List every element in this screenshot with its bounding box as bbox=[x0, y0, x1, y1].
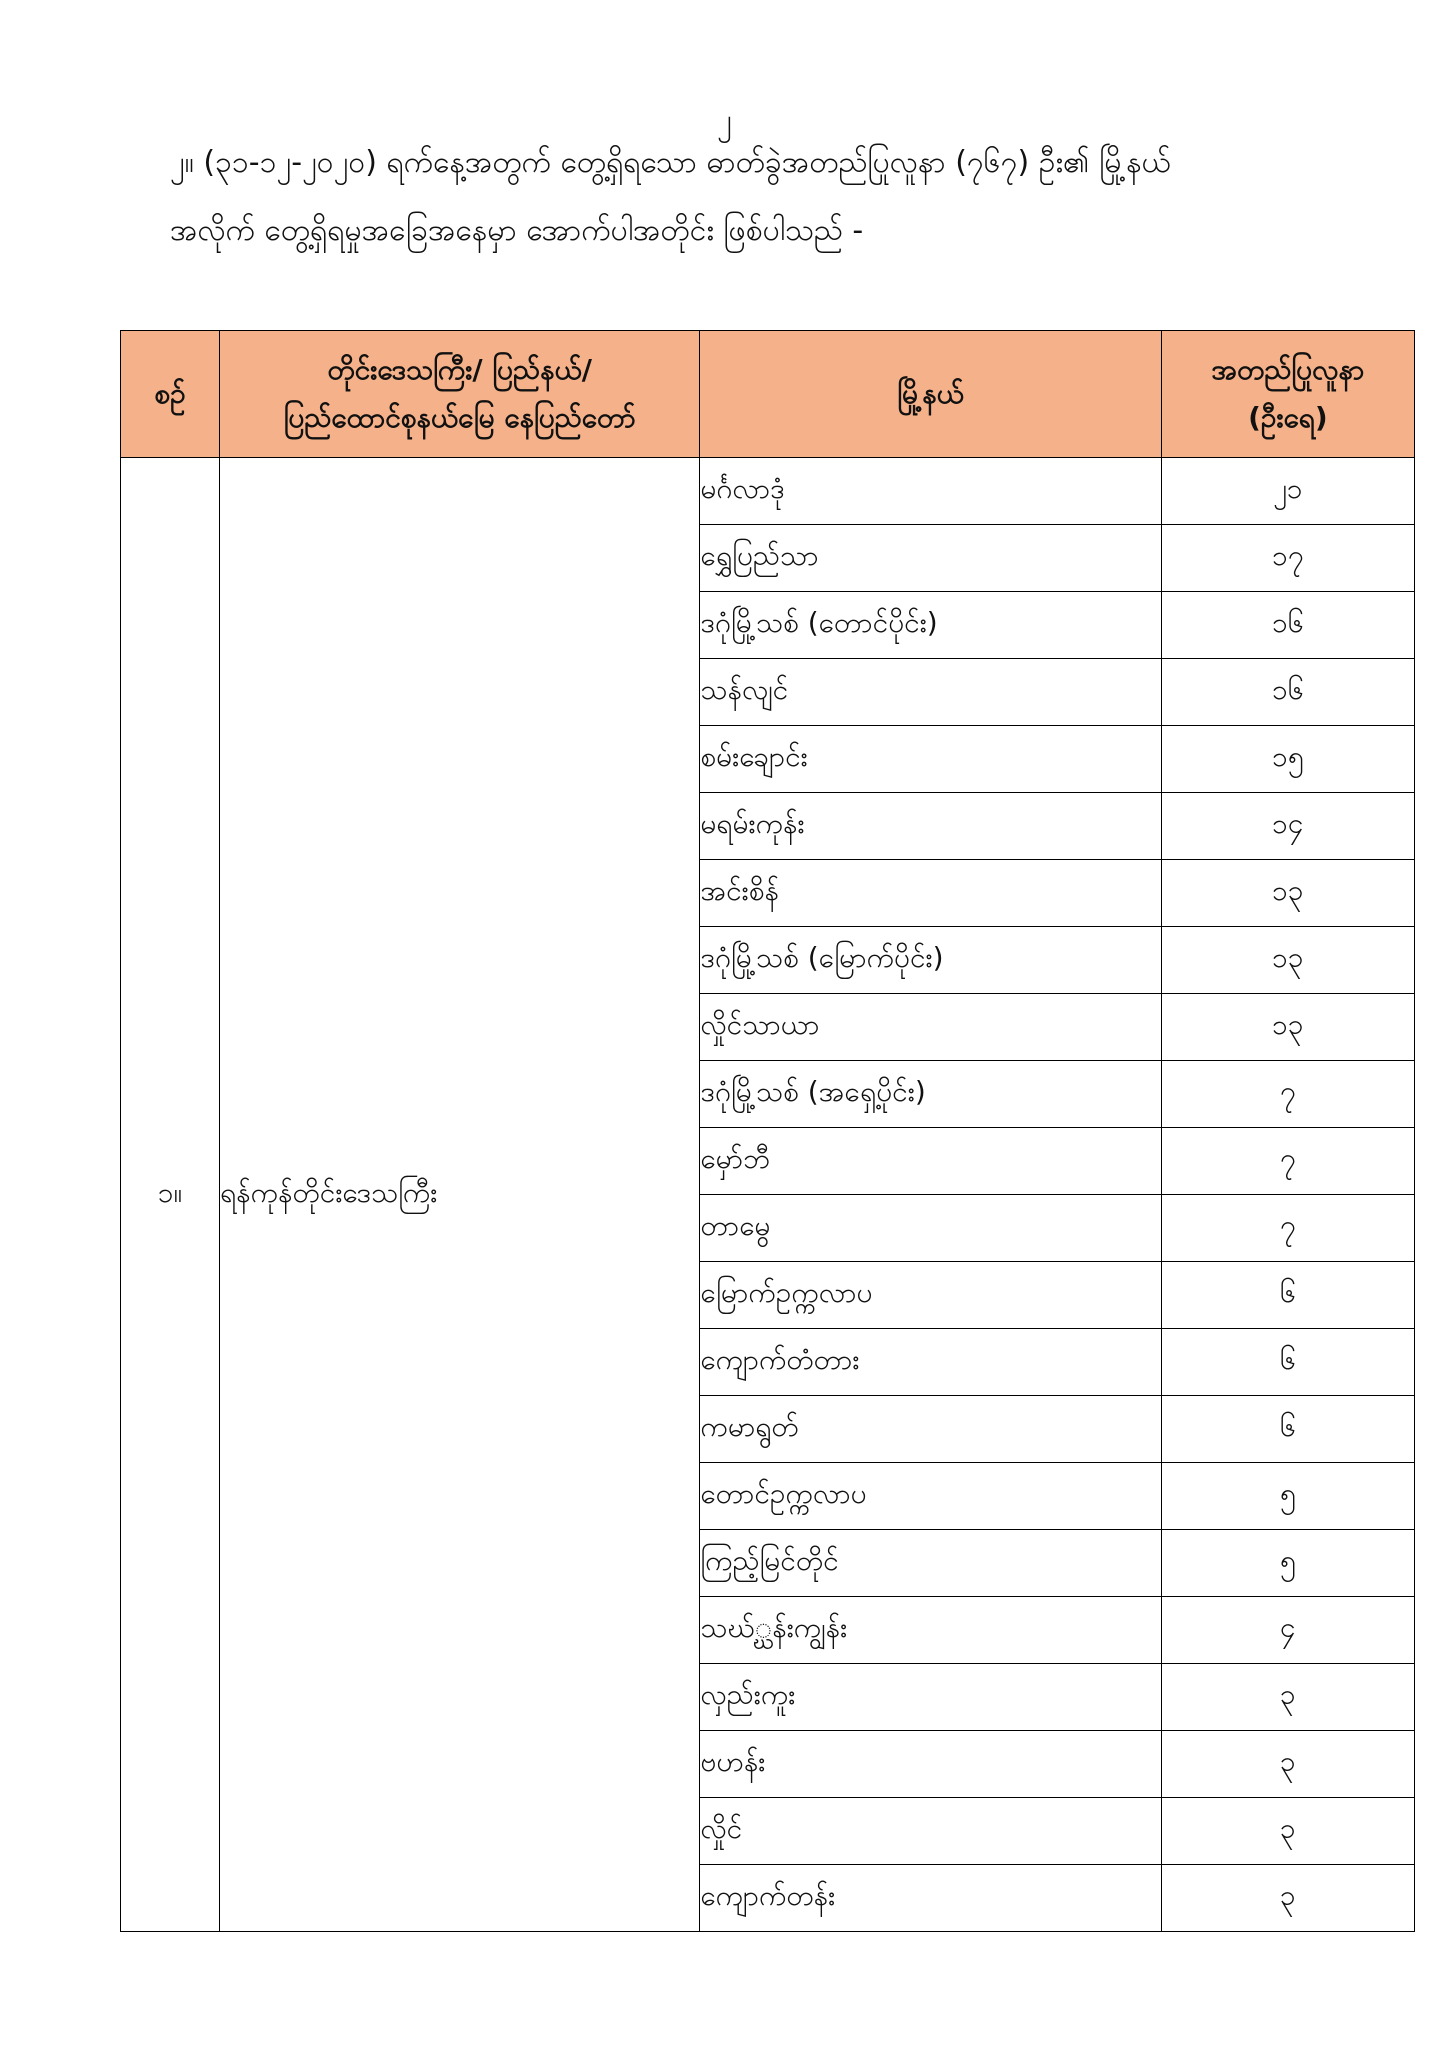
header-region bbox=[220, 331, 700, 458]
page-number: ၂ bbox=[717, 103, 732, 138]
case-count-cell: ၁၆ bbox=[1161, 592, 1414, 659]
township-cell: လှိုင် bbox=[700, 1798, 1161, 1865]
township-cell: သန်လျင် bbox=[700, 659, 1161, 726]
township-cell: ကြည့်မြင်တိုင် bbox=[700, 1530, 1161, 1597]
township-cell: ဒဂုံမြို့သစ် (တောင်ပိုင်း) bbox=[700, 592, 1161, 659]
township-cell: တာမွေ bbox=[700, 1195, 1161, 1262]
township-cell: ဒဂုံမြို့သစ် (အရှေ့ပိုင်း) bbox=[700, 1061, 1161, 1128]
township-cell: ကျောက်တန်း bbox=[700, 1865, 1161, 1932]
township-cell: သဃ်္ဃန်းကျွန်း bbox=[700, 1597, 1161, 1664]
case-count-cell: ၃ bbox=[1161, 1731, 1414, 1798]
township-cell: မှော်ဘီ bbox=[700, 1128, 1161, 1195]
header-region-line-1: တိုင်းဒေသကြီး/ ပြည်နယ်/ bbox=[327, 353, 592, 387]
case-count-cell: ၂၁ bbox=[1161, 458, 1414, 525]
intro-line-2: အလိုက် တွေ့ရှိရမှုအခြေအနေမှာ အောက်ပါအတိုင်း ဖြစ်ပါသည် - bbox=[170, 213, 864, 248]
header-count-line-2: (ဦးရေ) bbox=[1248, 401, 1328, 434]
case-count-cell: ၇ bbox=[1161, 1195, 1414, 1262]
header-township: မြို့နယ် bbox=[700, 331, 1161, 458]
case-count-cell: ၇ bbox=[1161, 1128, 1414, 1195]
header-count bbox=[1161, 331, 1414, 458]
case-count-cell: ၃ bbox=[1161, 1664, 1414, 1731]
township-cell: လှိုင်သာယာ bbox=[700, 994, 1161, 1061]
case-count-cell: ၁၃ bbox=[1161, 860, 1414, 927]
township-cell: ကျောက်တံတား bbox=[700, 1329, 1161, 1396]
case-count-cell: ၁၄ bbox=[1161, 793, 1414, 860]
case-count-cell: ၅ bbox=[1161, 1463, 1414, 1530]
township-cell: ဒဂုံမြို့သစ် (မြောက်ပိုင်း) bbox=[700, 927, 1161, 994]
table-header bbox=[121, 331, 1415, 458]
intro-line-1: ၂။ (၃၁-၁၂-၂၀၂၀) ရက်နေ့အတွက် တွေ့ရှိရသော ဓာတ်ခွဲအတည်ပြုလူနာ (၇၆၇) ဦး၏ မြို့နယ် bbox=[170, 145, 1171, 180]
table-row bbox=[121, 458, 1415, 525]
township-cell: မင်္ဂလာဒုံ bbox=[700, 458, 1161, 525]
header-region-line-2: ပြည်ထောင်စုနယ်မြေ နေပြည်တော် bbox=[283, 401, 636, 434]
township-cell: မရမ်းကုန်း bbox=[700, 793, 1161, 860]
serial-number-cell: ၁။ bbox=[121, 458, 220, 1932]
case-count-cell: ၆ bbox=[1161, 1396, 1414, 1463]
township-cell: မြောက်ဥက္ကလာပ bbox=[700, 1262, 1161, 1329]
table-body bbox=[121, 458, 1415, 1932]
township-cell: ရွှေပြည်သာ bbox=[700, 525, 1161, 592]
case-count-cell: ၃ bbox=[1161, 1798, 1414, 1865]
township-cell: စမ်းချောင်း bbox=[700, 726, 1161, 793]
township-cell: တောင်ဥက္ကလာပ bbox=[700, 1463, 1161, 1530]
case-count-cell: ၁၅ bbox=[1161, 726, 1414, 793]
case-count-cell: ၆ bbox=[1161, 1262, 1414, 1329]
case-count-cell: ၁၇ bbox=[1161, 525, 1414, 592]
case-count-cell: ၁၃ bbox=[1161, 927, 1414, 994]
case-count-cell: ၅ bbox=[1161, 1530, 1414, 1597]
township-cases-table bbox=[120, 330, 1415, 1932]
township-cell: အင်းစိန် bbox=[700, 860, 1161, 927]
township-cell: ကမာရွတ် bbox=[700, 1396, 1161, 1463]
case-count-cell: ၃ bbox=[1161, 1865, 1414, 1932]
case-count-cell: ၄ bbox=[1161, 1597, 1414, 1664]
case-count-cell: ၇ bbox=[1161, 1061, 1414, 1128]
township-cell: လှည်းကူး bbox=[700, 1664, 1161, 1731]
case-count-cell: ၁၆ bbox=[1161, 659, 1414, 726]
header-count-line-1: အတည်ပြုလူနာ bbox=[1211, 353, 1365, 387]
case-count-cell: ၆ bbox=[1161, 1329, 1414, 1396]
header-no: စဉ် bbox=[121, 331, 220, 458]
region-cell: ရန်ကုန်တိုင်းဒေသကြီး bbox=[220, 458, 700, 1932]
township-cell: ဗဟန်း bbox=[700, 1731, 1161, 1798]
case-count-cell: ၁၃ bbox=[1161, 994, 1414, 1061]
